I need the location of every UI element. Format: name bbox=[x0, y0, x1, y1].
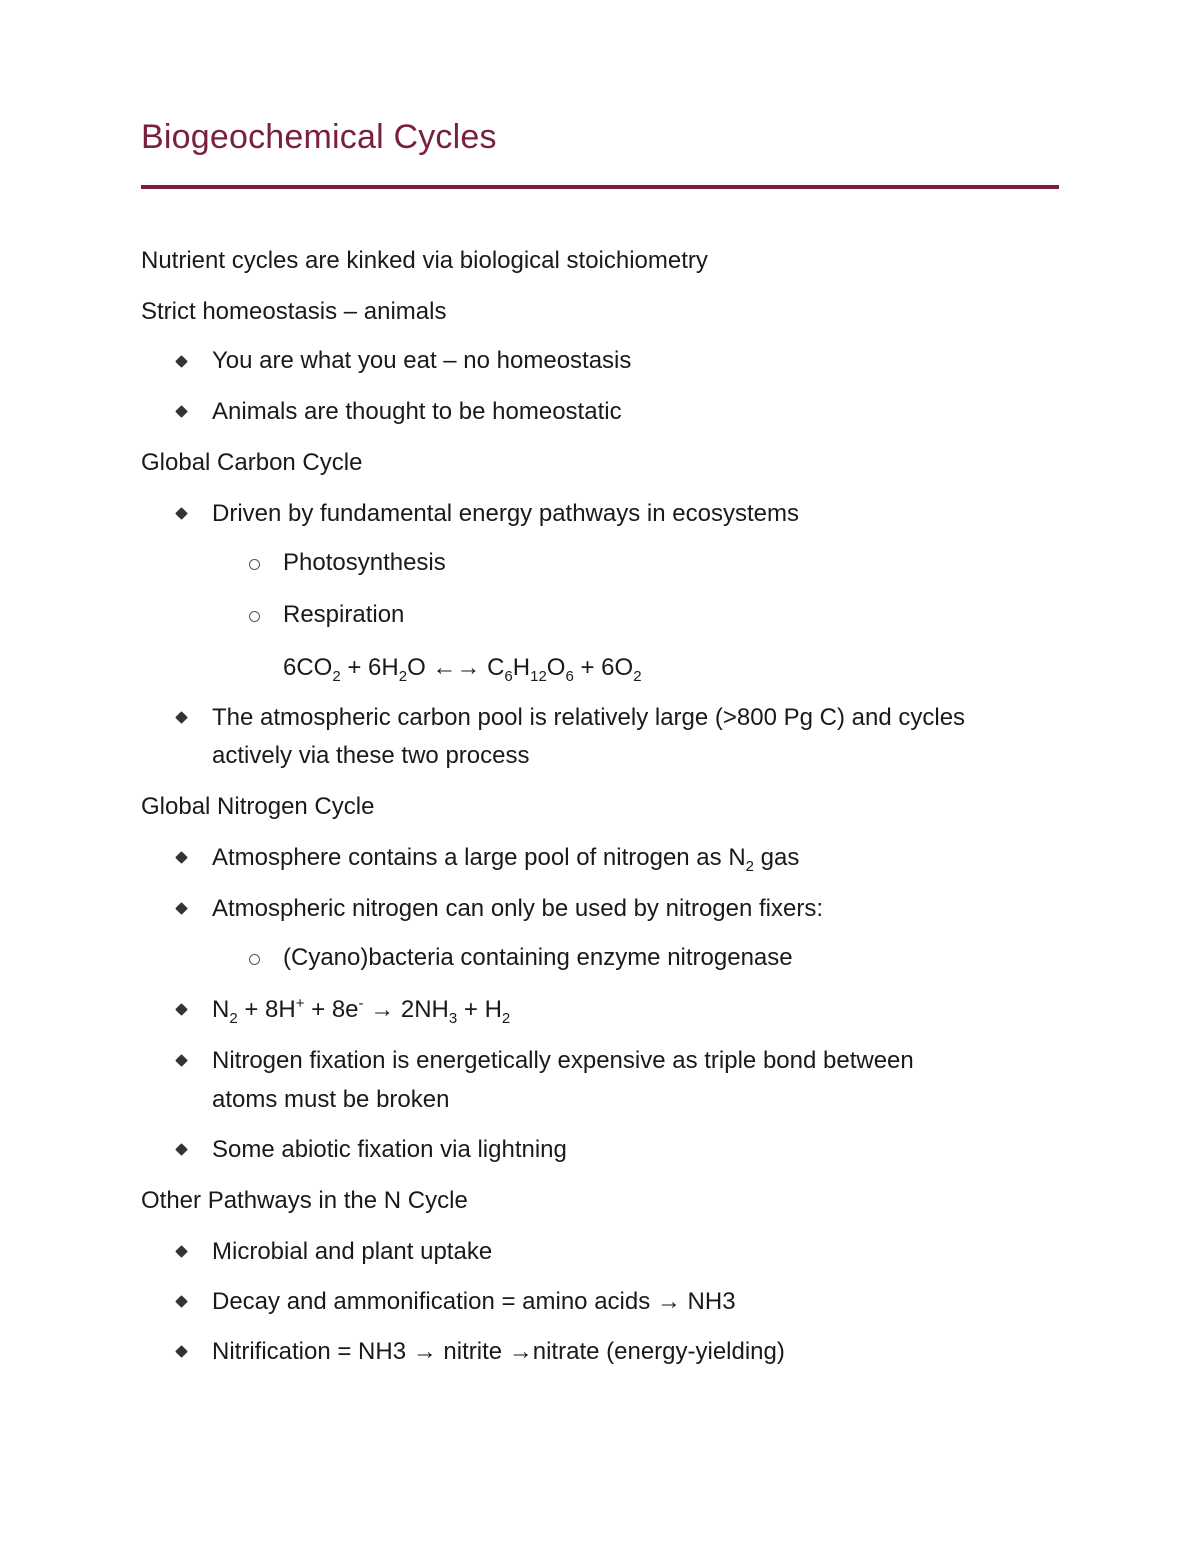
bullet-icon bbox=[175, 1003, 188, 1016]
circle-bullet-icon bbox=[249, 559, 260, 570]
list-item: Nitrification = NH3 → nitrite →nitrate (energy-yielding) bbox=[212, 1338, 785, 1365]
bullet-icon bbox=[175, 1295, 188, 1308]
bullet-icon bbox=[175, 355, 188, 368]
fixation-equation: $N_2 + 8H^+ + 8e^- \to 2NH_3 + H_2$ bbox=[212, 995, 511, 1027]
section-heading-carbon: Global Carbon Cycle bbox=[141, 449, 363, 476]
list-item: Atmospheric nitrogen can only be used by nitrogen fixers: bbox=[212, 895, 824, 922]
section-heading-nitrogen: Global Nitrogen Cycle bbox=[141, 793, 375, 820]
sub-list-item: Photosynthesis bbox=[283, 549, 446, 576]
bullet-icon bbox=[175, 507, 188, 520]
intro-line: Nutrient cycles are kinked via biological stoichiometry bbox=[141, 247, 708, 274]
section-heading-other-pathways: Other Pathways in the N Cycle bbox=[141, 1187, 468, 1214]
list-item: Decay and ammonification = amino acids → NH3 bbox=[212, 1288, 736, 1315]
list-item: Driven by fundamental energy pathways in ecosystems bbox=[212, 500, 799, 527]
bullet-icon bbox=[175, 1345, 188, 1358]
list-item-continuation: atoms must be broken bbox=[212, 1086, 450, 1113]
bullet-icon bbox=[175, 1054, 188, 1067]
list-item: Some abiotic fixation via lightning bbox=[212, 1136, 567, 1163]
bullet-icon bbox=[175, 711, 188, 724]
circle-bullet-icon bbox=[249, 611, 260, 622]
list-item: Nitrogen fixation is energetically expensive as triple bond between bbox=[212, 1047, 914, 1074]
bullet-icon bbox=[175, 1245, 188, 1258]
strict-homeostasis-line: Strict homeostasis – animals bbox=[141, 298, 447, 325]
bullet-icon bbox=[175, 1143, 188, 1156]
page-title: Biogeochemical Cycles bbox=[141, 118, 497, 156]
bullet-icon bbox=[175, 405, 188, 418]
sub-list-item: (Cyano)bacteria containing enzyme nitrogenase bbox=[283, 944, 793, 971]
list-item: Microbial and plant uptake bbox=[212, 1238, 493, 1265]
list-item: The atmospheric carbon pool is relatively large (>800 Pg C) and cycles bbox=[212, 704, 966, 731]
list-item: Animals are thought to be homeostatic bbox=[212, 398, 622, 425]
title-divider bbox=[141, 185, 1059, 189]
photosynthesis-equation: $6CO_2 + 6H_2O$ ←→ $C_6H_{12}O_6 + 6O_2$ bbox=[283, 654, 642, 685]
list-item-continuation: actively via these two process bbox=[212, 742, 530, 769]
circle-bullet-icon bbox=[249, 954, 260, 965]
bullet-icon bbox=[175, 902, 188, 915]
list-item: You are what you eat – no homeostasis bbox=[212, 347, 632, 374]
sub-list-item: Respiration bbox=[283, 601, 405, 628]
list-item: Atmosphere contains a large pool of nitrogen as $N_2$ gas bbox=[212, 844, 800, 875]
bullet-icon bbox=[175, 851, 188, 864]
